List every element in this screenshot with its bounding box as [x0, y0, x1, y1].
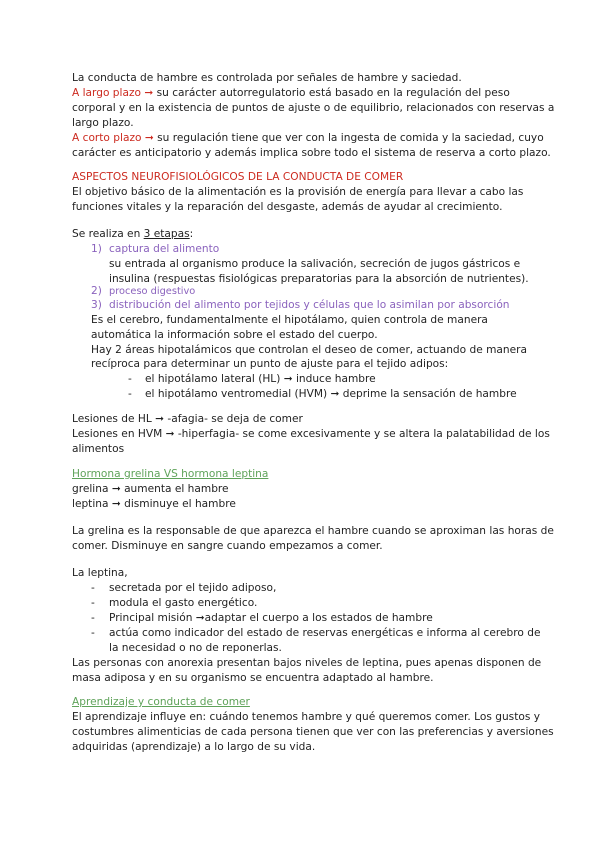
- stage-1-title: captura del alimento: [109, 243, 220, 255]
- leptina-bullet-1: secretada por el tejido adiposo,: [109, 582, 277, 594]
- stage-1-text-2: insulina (respuestas fisiológicas preparatorias para la absorción de nutrientes).: [109, 273, 529, 285]
- hipotalamo-ventromedial: el hipotálamo ventromedial (HVM) ➞ deprime la sensación de hambre: [145, 388, 517, 400]
- stage-1-text-1: su entrada al organismo produce la salivación, secreción de jugos gástricos e: [109, 258, 521, 270]
- neuro-paragraph-1: El objetivo básico de la alimentación es la provisión de energía para llevar a cabo las: [72, 186, 524, 198]
- corto-plazo-text-2: carácter es anticipatorio y además implica sobre todo el sistema de reserva a corto plazo.: [72, 147, 551, 159]
- anorexia-line-2: masa adiposa y en su organismo se encuentra adaptado al hambre.: [72, 672, 434, 684]
- anorexia-line-1: Las personas con anorexia presentan bajos niveles de leptina, pues apenas disponen de: [72, 657, 542, 669]
- leptina-bullet-4-cont: la necesidad o no de reponerlas.: [109, 642, 282, 654]
- grelina-paragraph-2: comer. Disminuye en sangre cuando empezamos a comer.: [72, 540, 383, 552]
- intro-line: La conducta de hambre es controlada por señales de hambre y saciedad.: [72, 72, 462, 84]
- neuro-heading: ASPECTOS NEUROFISIOLÓGICOS DE LA CONDUCTA DE COMER: [72, 171, 404, 183]
- stages-suffix: :: [189, 228, 194, 240]
- bullet-dash: -: [91, 612, 95, 624]
- largo-plazo-text-3: largo plazo.: [72, 117, 134, 129]
- stages-link: 3 etapas: [143, 228, 190, 240]
- stage-3-number: 3): [91, 299, 102, 311]
- largo-plazo-label: A largo plazo ➞: [72, 87, 154, 99]
- stage-1-number: 1): [91, 243, 102, 255]
- stages-intro: [72, 227, 193, 242]
- corto-plazo-line: [72, 131, 544, 146]
- leptina-line: leptina ➞ disminuye el hambre: [72, 498, 236, 510]
- stage-3-text-1: Es el cerebro, fundamentalmente el hipotálamo, quien controla de manera: [91, 314, 488, 326]
- largo-plazo-text-2: corporal y en la existencia de puntos de ajuste o de equilibrio, relacionados con reservas a: [72, 102, 555, 114]
- aprendizaje-paragraph-1: El aprendizaje influye en: cuándo tenemos hambre y qué queremos comer. Los gustos y: [72, 711, 540, 723]
- largo-plazo-text: su carácter autorregulatorio está basado en la regulación del peso: [153, 87, 510, 99]
- sub-dash-1: -: [128, 373, 132, 385]
- stage-3-title: distribución del alimento por tejidos y células que lo asimilan por absorción: [109, 299, 510, 311]
- lesiones-hvm: Lesiones en HVM ➞ -hiperfagia- se come excesivamente y se altera la palatabilidad de los: [72, 428, 550, 440]
- stages-prefix: Se realiza en: [72, 228, 144, 240]
- bullet-dash: -: [91, 627, 95, 639]
- hormonas-heading: Hormona grelina VS hormona leptina: [72, 468, 269, 480]
- lesiones-hvm-2: alimentos: [72, 443, 125, 455]
- stage-3-text-4: recíproca para determinar un punto de ajuste para el tejido adipos:: [91, 358, 449, 370]
- bullet-dash: -: [91, 597, 95, 609]
- stage-2-title: proceso digestivo: [109, 286, 196, 297]
- leptina-bullet-3: Principal misión ➞adaptar el cuerpo a los estados de hambre: [109, 612, 433, 624]
- lesiones-hl: Lesiones de HL ➞ -afagia- se deja de comer: [72, 413, 303, 425]
- hipotalamo-lateral: el hipotálamo lateral (HL) ➞ induce hambre: [145, 373, 376, 385]
- bullet-dash: -: [91, 582, 95, 594]
- leptina-bullet-2: modula el gasto energético.: [109, 597, 258, 609]
- grelina-line: grelina ➞ aumenta el hambre: [72, 483, 229, 495]
- aprendizaje-paragraph-2: costumbres alimenticias de cada persona tienen que ver con las preferencias y aversiones: [72, 726, 554, 738]
- grelina-paragraph-1: La grelina es la responsable de que aparezca el hambre cuando se aproximan las horas de: [72, 525, 554, 537]
- stage-3-text-3: Hay 2 áreas hipotalámicos que controlan el deseo de comer, actuando de manera: [91, 344, 527, 356]
- corto-plazo-text: su regulación tiene que ver con la ingesta de comida y la saciedad, cuyo: [153, 132, 544, 144]
- aprendizaje-heading: Aprendizaje y conducta de comer: [72, 696, 250, 708]
- stage-3-text-2: automática la información sobre el estado del cuerpo.: [91, 329, 378, 341]
- neuro-paragraph-2: funciones vitales y la reparación del desgaste, además de ayudar al crecimiento.: [72, 201, 503, 213]
- largo-plazo-line: [72, 86, 510, 101]
- sub-dash-2: -: [128, 388, 132, 400]
- leptina-intro: La leptina,: [72, 567, 128, 579]
- leptina-bullet-4: actúa como indicador del estado de reservas energéticas e informa al cerebro de: [109, 627, 541, 639]
- corto-plazo-label: A corto plazo ➞: [72, 132, 154, 144]
- aprendizaje-paragraph-3: adquiridas (aprendizaje) a lo largo de su vida.: [72, 741, 316, 753]
- stage-2-number: 2): [91, 285, 102, 297]
